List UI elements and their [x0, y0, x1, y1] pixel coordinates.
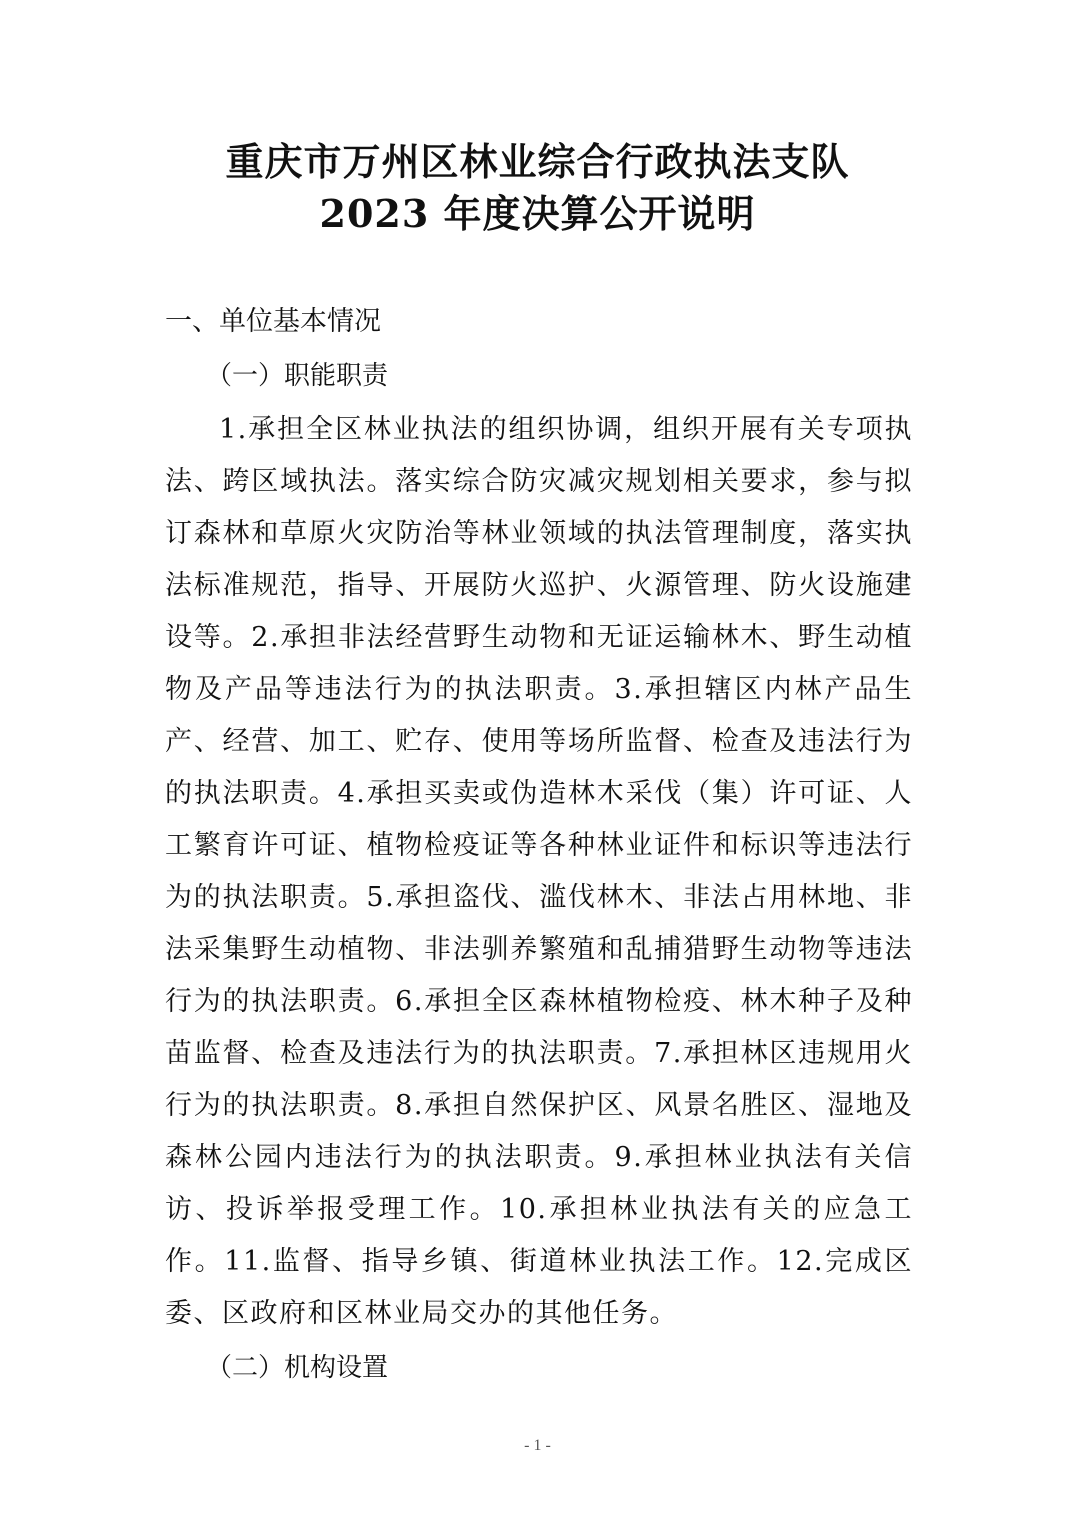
functions-paragraph: 1.承担全区林业执法的组织协调，组织开展有关专项执法、跨区域执法。落实综合防灾减灾规划相关要求，参与拟订森林和草原火灾防治等林业领域的执法管理制度，落实执法标准规范，指导、开展防火巡护、火源管理、防火设施建设等。2.承担非法经营野生动物和无证运输林木、野生动植物及产品等违法行为的执法职责。3.承担辖区内林产品生产、经营、加工、贮存、使用等场所监督、检查及违法行为的执法职责。4.承担买卖或伪造林木采伐（集）许可证、人工繁育许可证、植物检疫证等各种林业证件和标识等违法行为的执法职责。5.承担盗伐、滥伐林木、非法占用林地、非法采集野生动植物、非法驯养繁殖和乱捕猎野生动物等违法行为的执法职责。6.承担全区森林植物检疫、林木种子及种苗监督、检查及违法行为的执法职责。7.承担林区违规用火行为的执法职责。8.承担自然保护区、风景名胜区、湿地及森林公园内违法行为的执法职责。9.承担林业执法有关信访、投诉举报受理工作。10.承担林业执法有关的应急工作。11.监督、指导乡镇、街道林业执法工作。12.完成区委、区政府和区林业局交办的其他任务。 — [165, 414, 913, 1329]
document-title-line-1: 重庆市万州区林业综合行政执法支队 — [225, 139, 850, 184]
page-number: - 1 - — [524, 1437, 551, 1454]
subsection-heading-functions: （一）职能职责 — [206, 361, 389, 391]
subsection-heading-organization: （二）机构设置 — [206, 1353, 389, 1383]
document-title-line-2: 2023 年度决算公开说明 — [319, 191, 756, 236]
section-heading-unit-basic-info: 一、单位基本情况 — [165, 306, 381, 337]
